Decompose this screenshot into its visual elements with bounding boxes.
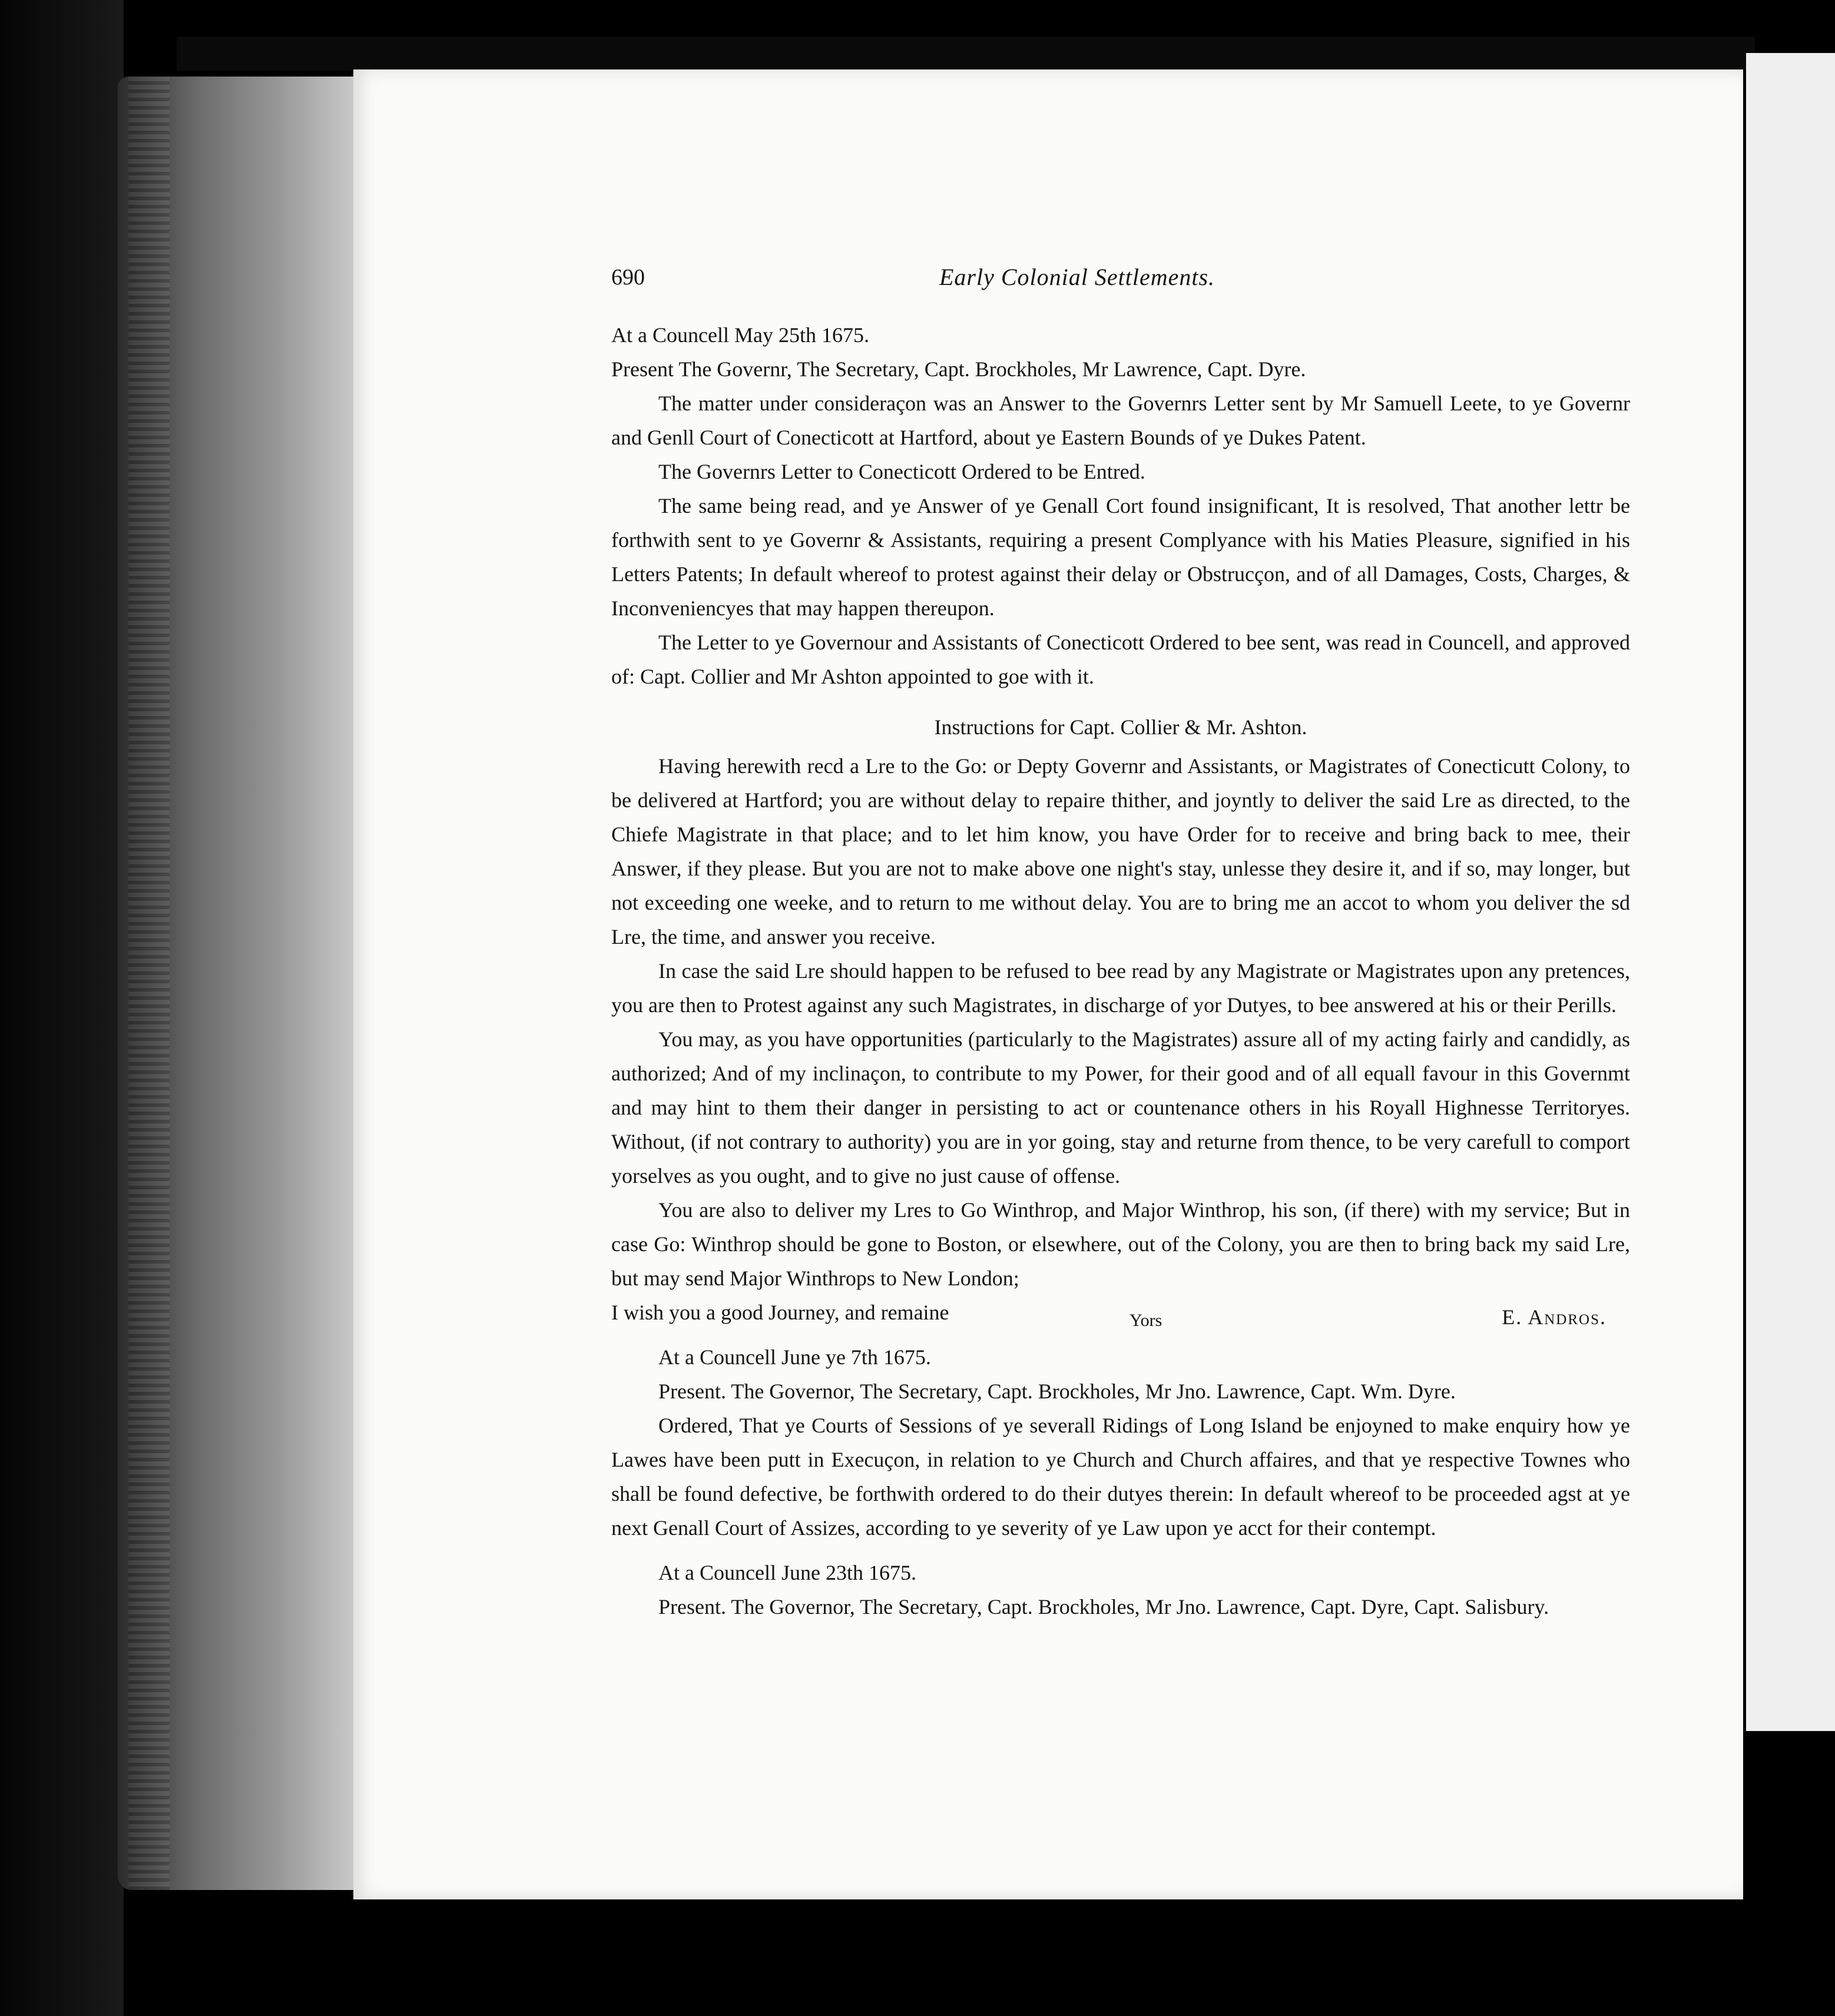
closing-text: I wish you a good Journey, and remaine bbox=[611, 1301, 949, 1324]
page-number: 690 bbox=[611, 265, 645, 290]
closing-line bbox=[611, 1295, 1630, 1329]
paragraph: You may, as you have opportunities (particularly to the Magistrates) assure all of my acting fairly and candidly, as authorized; And of my inclinaçon, to contribute to my Power, for their good and of all equall favour in this Governmt and may hint to them their danger in persisting to act or countenance others in his Royall Highnesse Territoryes. Without, (if not contrary to authority) you are in yor going, stay and returne from thence, to be very carefull to comport yorselves as you ought, and to give no just cause of offense. bbox=[611, 1027, 1630, 1188]
signature: E. Andros. bbox=[1502, 1305, 1607, 1329]
facing-page-edge bbox=[1746, 53, 1835, 1731]
council-heading: At a Councell June ye 7th 1675. bbox=[658, 1345, 931, 1369]
council-present: Present. The Governor, The Secretary, Capt. Brockholes, Mr Jno. Lawrence, Capt. Wm. Dyre. bbox=[658, 1380, 1456, 1403]
closing-yours: Yors bbox=[1130, 1311, 1162, 1330]
council-present: Present. The Governor, The Secretary, Capt. Brockholes, Mr Jno. Lawrence, Capt. Dyre, Capt. Salisbury. bbox=[658, 1595, 1549, 1619]
book-spine bbox=[118, 77, 353, 1890]
council-heading: At a Councell June 23th 1675. bbox=[658, 1561, 916, 1584]
council-heading: At a Councell May 25th 1675. bbox=[611, 323, 869, 347]
paragraph: Having herewith recd a Lre to the Go: or Depty Governr and Assistants, or Magistrates of Conecticutt Colony, to be delivered at Hartford; you are without delay to repaire thither, and joyntly to deliver the said Lre as directed, to the Chiefe Magistrate in that place; and to let him know, you have Order for to receive and bring back to mee, their Answer, if they please. But you are not to make above one night's stay, unlesse they desire it, and if so, may longer, but not exceeding one weeke, and to return to me without delay. You are to bring me an accot to whom you deliver the sd Lre, the time, and answer you receive. bbox=[611, 754, 1630, 949]
body-text bbox=[611, 318, 1630, 1624]
paragraph: The matter under consideraçon was an Answer to the Governrs Letter sent by Mr Samuell Leete, to ye Governr and Genll Court of Conecticott at Hartford, about ye Eastern Bounds of ye Dukes Patent. bbox=[611, 392, 1630, 449]
running-title: Early Colonial Settlements. bbox=[939, 264, 1215, 290]
paragraph: The same being read, and ye Answer of ye Genall Cort found insignificant, It is resolved, That another lettr be forthwith sent to ye Governr & Assistants, requiring a present Complyance with his Maties Pleasure, signified in his Letters Patents; In default whereof to protest against their delay or Obstrucçon, and of all Damages, Costs, Charges, & Inconveniencyes that may happen thereupon. bbox=[611, 494, 1630, 620]
instructions-title: Instructions for Capt. Collier & Mr. Ashton. bbox=[934, 715, 1307, 739]
paragraph: Ordered, That ye Courts of Sessions of ye severall Ridings of Long Island be enjoyned to make enquiry how ye Lawes have been putt in Execuçon, in relation to ye Church and Church affaires, and that ye respective Townes who shall be found defective, be forthwith ordered to do their dutyes therein: In default whereof to be proceeded agst at ye next Genall Court of Assizes, according to ye severity of ye Law upon ye acct for their contempt. bbox=[611, 1414, 1630, 1540]
paragraph: In case the said Lre should happen to be refused to bee read by any Magistrate or Magistrates upon any pretences, you are then to Protest against any such Magistrates, in discharge of yor Dutyes, to bee answered at his or their Perills. bbox=[611, 959, 1630, 1017]
scan-left-edge bbox=[0, 0, 124, 2016]
paragraph: The Letter to ye Governour and Assistants of Conecticott Ordered to bee sent, was read in Councell, and approved of: Capt. Collier and Mr Ashton appointed to goe with it. bbox=[611, 631, 1630, 688]
paragraph: You are also to deliver my Lres to Go Winthrop, and Major Winthrop, his son, (if there) with my service; But in case Go: Winthrop should be gone to Boston, or elsewhere, out of the Colony, you are then to bring back my said Lre, but may send Major Winthrops to New London; bbox=[611, 1198, 1630, 1290]
paragraph: The Governrs Letter to Conecticott Ordered to be Entred. bbox=[658, 460, 1145, 483]
page-header bbox=[607, 260, 1643, 296]
page-content bbox=[607, 0, 1643, 2016]
council-present: Present The Governr, The Secretary, Capt. Brockholes, Mr Lawrence, Capt. Dyre. bbox=[611, 357, 1306, 381]
